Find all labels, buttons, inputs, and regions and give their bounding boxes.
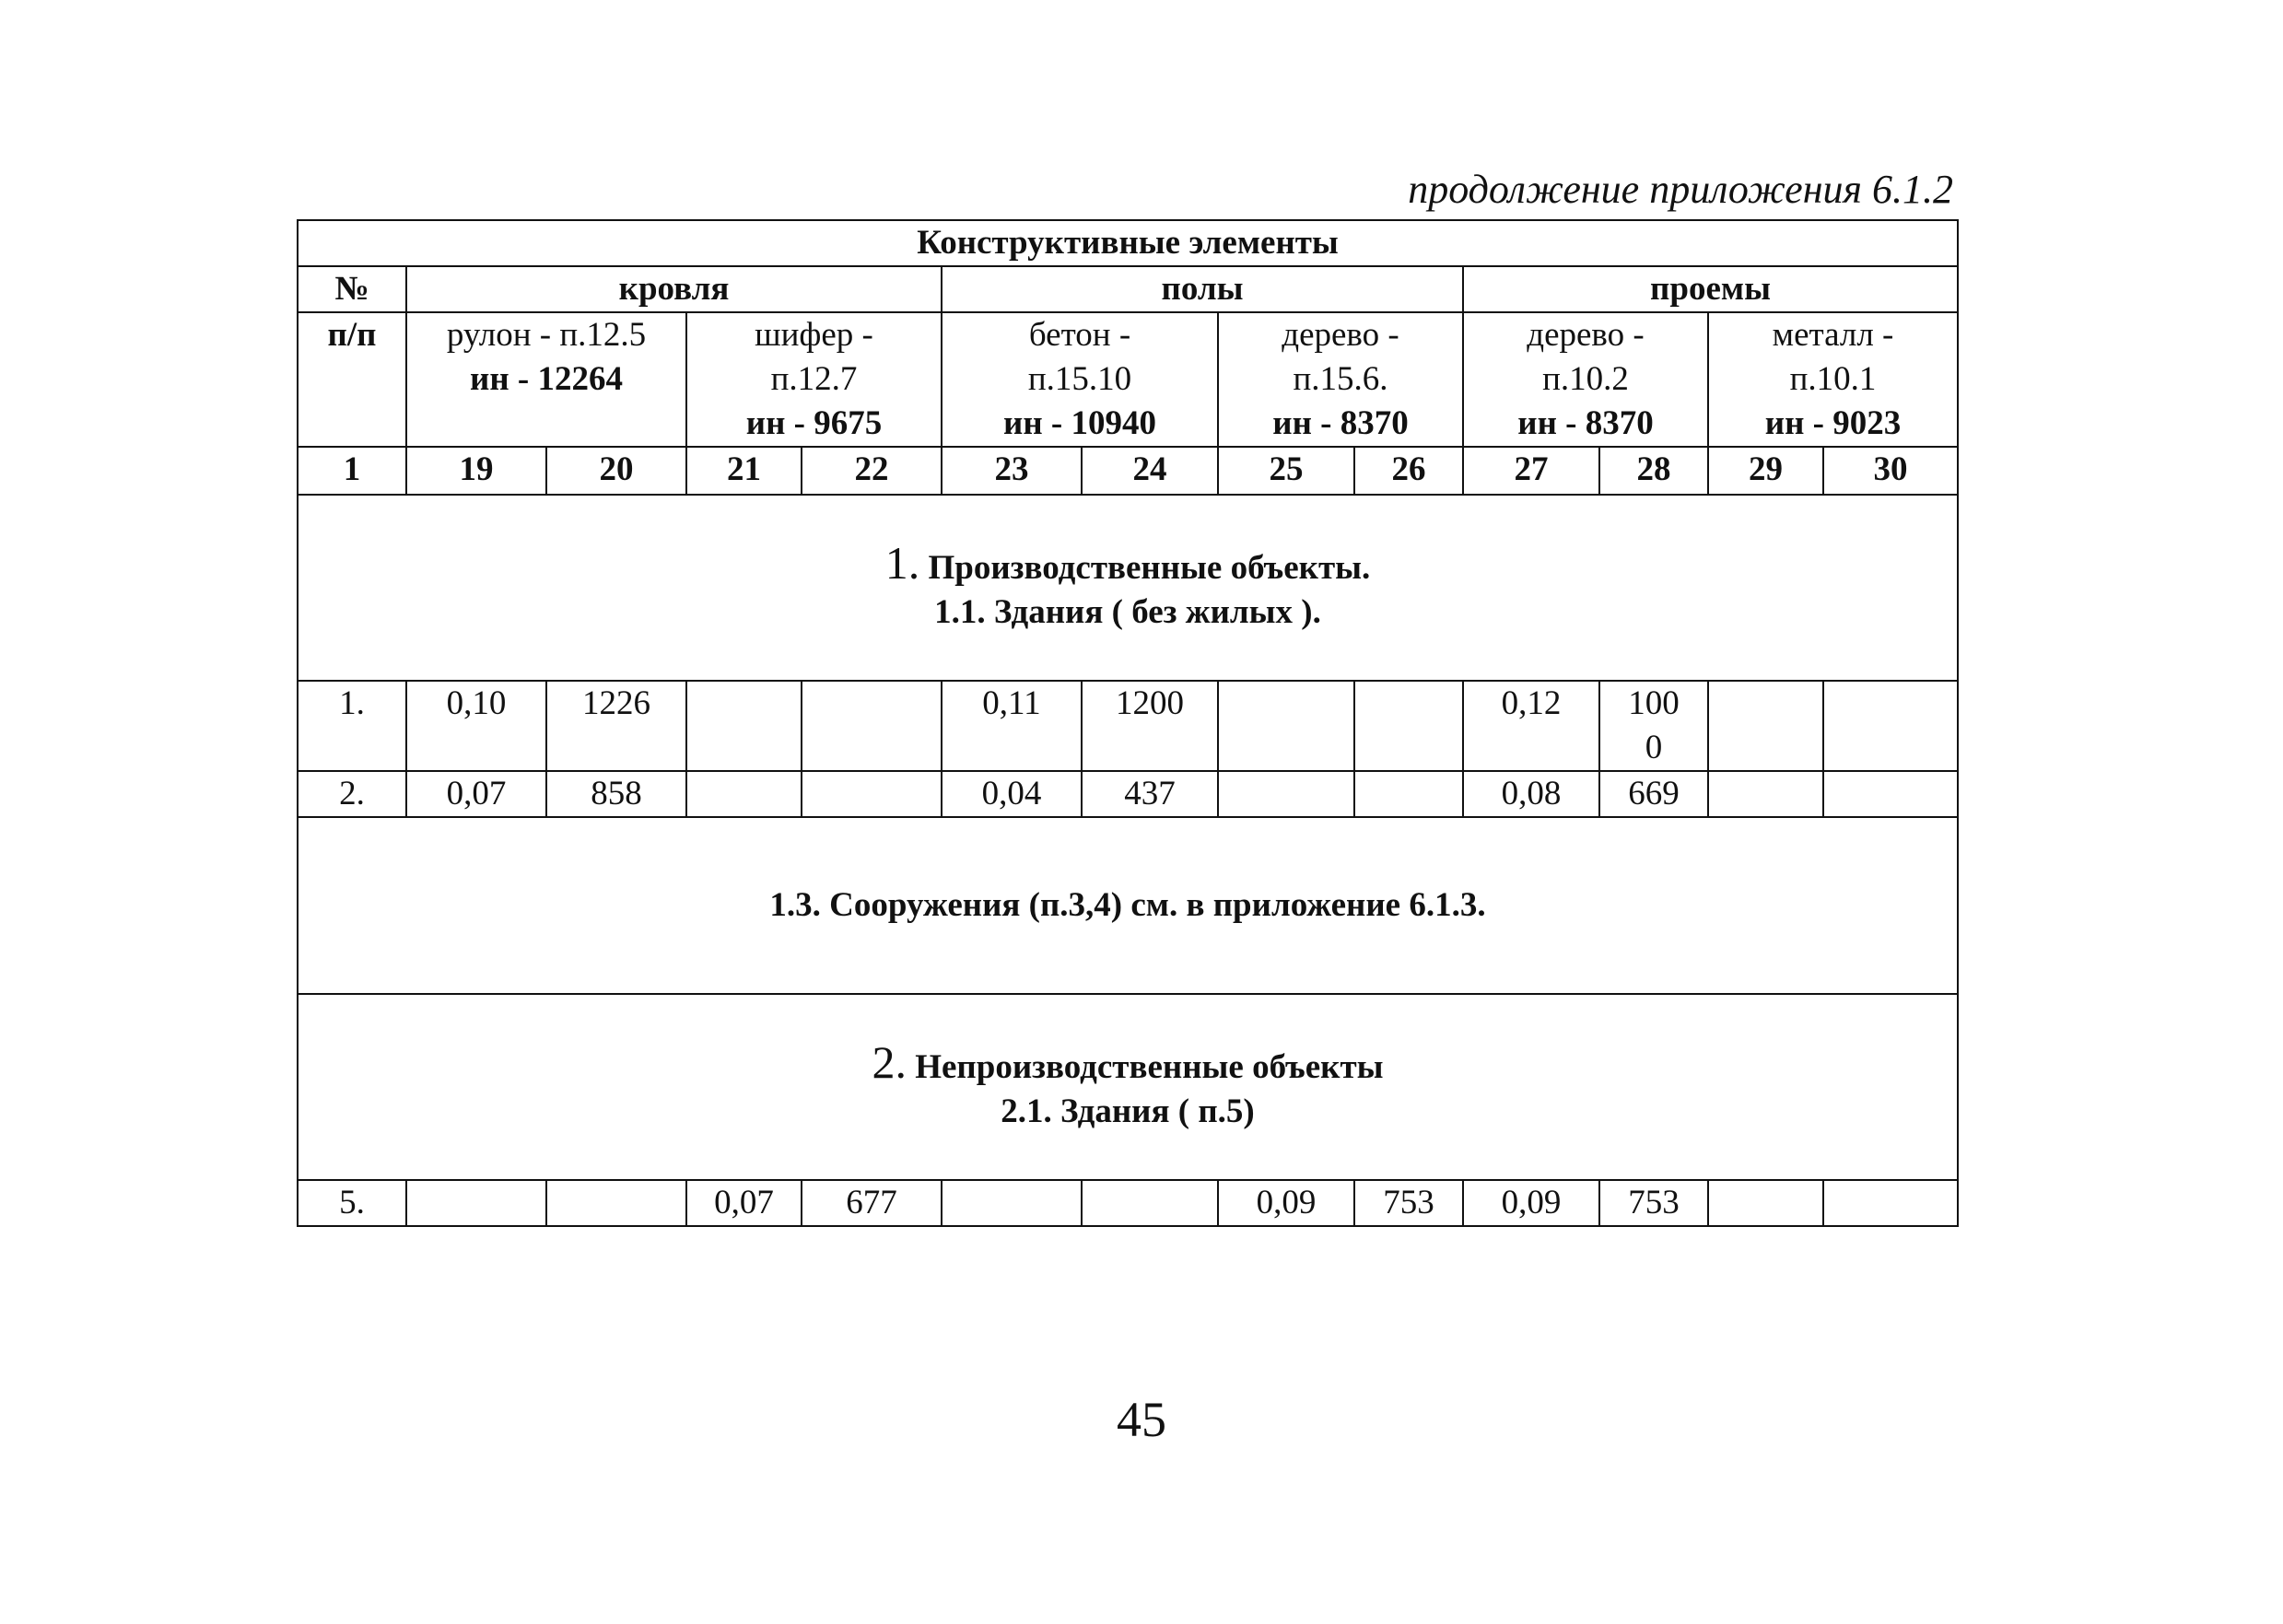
table-cell	[686, 771, 802, 817]
material-header-roll	[406, 312, 686, 447]
table-cell: 1226	[546, 681, 686, 771]
table-title: Конструктивные элементы	[298, 220, 1958, 266]
table-cell	[802, 771, 942, 817]
table-cell	[942, 1180, 1082, 1226]
table-cell: 677	[802, 1180, 942, 1226]
table-cell	[1823, 771, 1958, 817]
table-cell: 0,04	[942, 771, 1082, 817]
no-header: №	[298, 266, 406, 312]
column-number: 22	[802, 447, 942, 495]
material-ref: п.10.1	[1789, 360, 1877, 398]
cell-line: 100	[1628, 684, 1680, 722]
group-header-openings: проемы	[1463, 266, 1958, 312]
section-number: 2.	[872, 1036, 907, 1088]
table-cell: 0,12	[1463, 681, 1599, 771]
column-number: 21	[686, 447, 802, 495]
material-name: дерево -	[1527, 316, 1645, 354]
section-number: 1.	[884, 537, 920, 589]
section-title-text: Непроизводственные объекты	[915, 1048, 1384, 1086]
table-cell: 0,10	[406, 681, 546, 771]
table-cell	[1354, 681, 1463, 771]
column-number: 23	[942, 447, 1082, 495]
section-title: 1.3. Сооружения (п.3,4) см. в приложение 6.1.3.	[769, 886, 1486, 924]
material-code: ин - 10940	[1003, 404, 1156, 442]
column-number: 27	[1463, 447, 1599, 495]
table-cell	[1218, 771, 1354, 817]
section-subtitle: 2.1. Здания ( п.5)	[1001, 1092, 1255, 1130]
table-cell: 858	[546, 771, 686, 817]
column-number: 28	[1599, 447, 1708, 495]
section-title-text: Производственные объекты.	[928, 549, 1371, 587]
table-cell	[1708, 1180, 1823, 1226]
row-number: 1.	[298, 681, 406, 771]
table-cell	[406, 1180, 546, 1226]
table-cell	[1823, 1180, 1958, 1226]
material-ref: п.12.7	[770, 360, 858, 398]
row-number: 2.	[298, 771, 406, 817]
section-title	[302, 1036, 1953, 1090]
material-code: ин - 9675	[745, 404, 883, 442]
table-cell	[802, 681, 942, 771]
column-number: 20	[546, 447, 686, 495]
table-cell	[1823, 681, 1958, 771]
table-cell: 0,09	[1218, 1180, 1354, 1226]
material-code: ин - 12264	[470, 360, 623, 398]
table-cell	[1218, 681, 1354, 771]
table-cell	[1082, 1180, 1218, 1226]
table-cell	[686, 681, 802, 771]
row-number: 5.	[298, 1180, 406, 1226]
section-header-2	[298, 994, 1958, 1180]
material-header-slate	[686, 312, 942, 447]
table-row	[298, 681, 1958, 771]
column-number: 25	[1218, 447, 1354, 495]
column-number: 19	[406, 447, 546, 495]
table-cell: 437	[1082, 771, 1218, 817]
column-number: 1	[298, 447, 406, 495]
section-title	[302, 537, 1953, 590]
material-name: бетон -	[1028, 316, 1131, 354]
table-cell	[1708, 771, 1823, 817]
group-header-floors: полы	[942, 266, 1463, 312]
material-code: ин - 9023	[1764, 404, 1902, 442]
table-cell	[1708, 681, 1823, 771]
continuation-note: продолжение приложения 6.1.2	[1408, 167, 1953, 212]
table-cell	[1599, 681, 1708, 771]
table-cell	[546, 1180, 686, 1226]
table-cell: 0,11	[942, 681, 1082, 771]
material-name: дерево -	[1282, 316, 1399, 354]
material-name: рулон - п.12.5	[446, 316, 647, 354]
material-code: ин - 8370	[1517, 404, 1654, 442]
table-cell: 0,07	[686, 1180, 802, 1226]
table-cell	[1354, 771, 1463, 817]
material-name: металл -	[1772, 316, 1894, 354]
material-name: шифер -	[755, 316, 873, 354]
table-cell: 669	[1599, 771, 1708, 817]
material-ref: п.10.2	[1542, 360, 1629, 398]
column-number: 29	[1708, 447, 1823, 495]
table-cell: 0,08	[1463, 771, 1599, 817]
group-header-roof: кровля	[406, 266, 942, 312]
material-ref: п.15.6.	[1293, 360, 1388, 398]
table-row	[298, 771, 1958, 817]
page-number: 45	[1117, 1392, 1166, 1447]
section-header-1	[298, 495, 1958, 681]
column-number: 30	[1823, 447, 1958, 495]
structural-elements-table	[297, 219, 1959, 1227]
section-subtitle: 1.1. Здания ( без жилых ).	[934, 593, 1321, 631]
material-code: ин - 8370	[1272, 404, 1409, 442]
cell-line: 0	[1645, 729, 1663, 766]
material-header-concrete	[942, 312, 1218, 447]
table-cell: 753	[1599, 1180, 1708, 1226]
table-row	[298, 1180, 1958, 1226]
table-cell: 0,09	[1463, 1180, 1599, 1226]
pp-header: п/п	[298, 312, 406, 447]
table-cell: 0,07	[406, 771, 546, 817]
column-number: 24	[1082, 447, 1218, 495]
material-header-wood-opening	[1463, 312, 1708, 447]
material-header-wood-floor	[1218, 312, 1463, 447]
table-cell: 753	[1354, 1180, 1463, 1226]
table-cell: 1200	[1082, 681, 1218, 771]
material-ref: п.15.10	[1027, 360, 1132, 398]
material-header-metal	[1708, 312, 1958, 447]
section-header-1-3	[298, 817, 1958, 994]
column-number: 26	[1354, 447, 1463, 495]
